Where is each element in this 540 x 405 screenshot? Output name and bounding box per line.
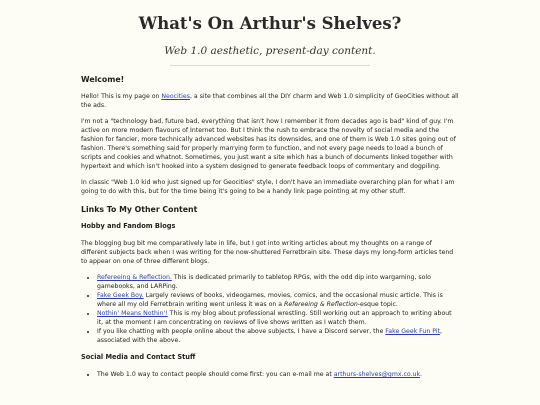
welcome-paragraph-3: In classic "Web 1.0 kid who just signed up for Geocities" style, I don't have an immediate overarching plan for what I am going to do with this, but for the time being it's going to be a handy link page pointing at my other stuff. — [81, 179, 455, 195]
welcome-p1-text-before: Hello! This is my page on — [81, 93, 162, 100]
links-section — [81, 205, 459, 379]
discord-text-after: , associated with the above. — [97, 328, 442, 344]
welcome-paragraph-2: I'm not a "technology bad, future bad, everything that isn't how I remember it from decades ago is bad" kind of guy. I'm active on more modern flavours of Internet too. But I think the rush to embrace the novelty of social media and the fashion for fancier, more technically advanced websites has its downsides, and one of them is Web 1.0 sites going out of fashion. There's something said for properly marrying form to function, and not every page needs to load a bunch of scripts and cookies and whatnot. Sometimes, you just want a site which has a bunch of documents linked together with hypertext and which isn't hooked into a system designed to generate feedback loops of commentary and dogpiling. — [81, 118, 456, 170]
blogs-heading: Hobby and Fandom Blogs — [81, 222, 176, 230]
header-divider — [170, 65, 370, 66]
email-text-after: . — [420, 371, 422, 378]
list-item-discord — [97, 327, 459, 345]
main-content — [0, 75, 540, 379]
neocities-link[interactable]: Neocities — [161, 93, 190, 100]
fake-geek-boy-desc-tail: -esque topic. — [357, 301, 398, 308]
list-item-fake-geek-boy — [97, 291, 459, 309]
refereeing-reflection-desc: This is dedicated primarily to tabletop RPGs, with the odd dip into wargaming, solo gamebooks, and LARPing. — [97, 274, 431, 290]
nothin-means-nothin-desc: This is my blog about professional wrestling. Still working out an approach to writing about it, at the moment I am concentrating on reviews of live shows written as I watch them. — [97, 310, 452, 326]
refereeing-reflection-link[interactable]: Refereeing & Reflection. — [97, 274, 172, 281]
list-item-nothin-means-nothin — [97, 309, 459, 327]
email-text-before: The Web 1.0 way to contact people should come first: you can e-mail me at — [97, 371, 334, 378]
list-item-email — [97, 370, 459, 379]
site-header — [0, 0, 540, 66]
welcome-paragraph-1 — [81, 92, 459, 110]
links-heading: Links To My Other Content — [81, 205, 198, 214]
list-item-refereeing-reflection — [97, 273, 459, 291]
nothin-means-nothin-link[interactable]: Nothin' Means Nothin'! — [97, 310, 168, 317]
social-heading: Social Media and Contact Stuff — [81, 353, 196, 361]
email-link[interactable]: arthurs-shelves@gmx.co.uk — [333, 371, 421, 378]
fake-geek-boy-desc-emphasis: Refereeing & Reflection — [284, 301, 358, 308]
fake-geek-boy-link[interactable]: Fake Geek Boy. — [97, 292, 144, 299]
fake-geek-boy-desc: Largely reviews of books, videogames, movies, comics, and the occasional music article. This is where all my old Ferretbrain writing went unless it was on a — [97, 292, 443, 308]
site-title: What's On Arthur's Shelves? — [138, 14, 402, 33]
fake-geek-fun-pit-link[interactable]: Fake Geek Fun Pit — [385, 328, 440, 335]
site-subtitle: Web 1.0 aesthetic, present-day content. — [164, 45, 376, 57]
blogs-intro: The blogging bug bit me comparatively late in life, but I got into writing articles about my thoughts on a range of different subjects back when I was writing for the now-shuttered Ferretbrain site. These days my long-form articles tend to appear on one of three different blogs. — [81, 240, 454, 265]
social-list — [81, 370, 459, 379]
blogs-list — [81, 273, 459, 345]
welcome-heading: Welcome! — [81, 75, 125, 84]
discord-text-before: If you like chatting with people online about the above subjects, I have a Discord server, the — [97, 328, 386, 335]
welcome-section — [81, 75, 459, 196]
welcome-p1-text-after: , a site that combines all the DIY charm and Web 1.0 simplicity of GeoCities without all the ads. — [81, 93, 459, 109]
